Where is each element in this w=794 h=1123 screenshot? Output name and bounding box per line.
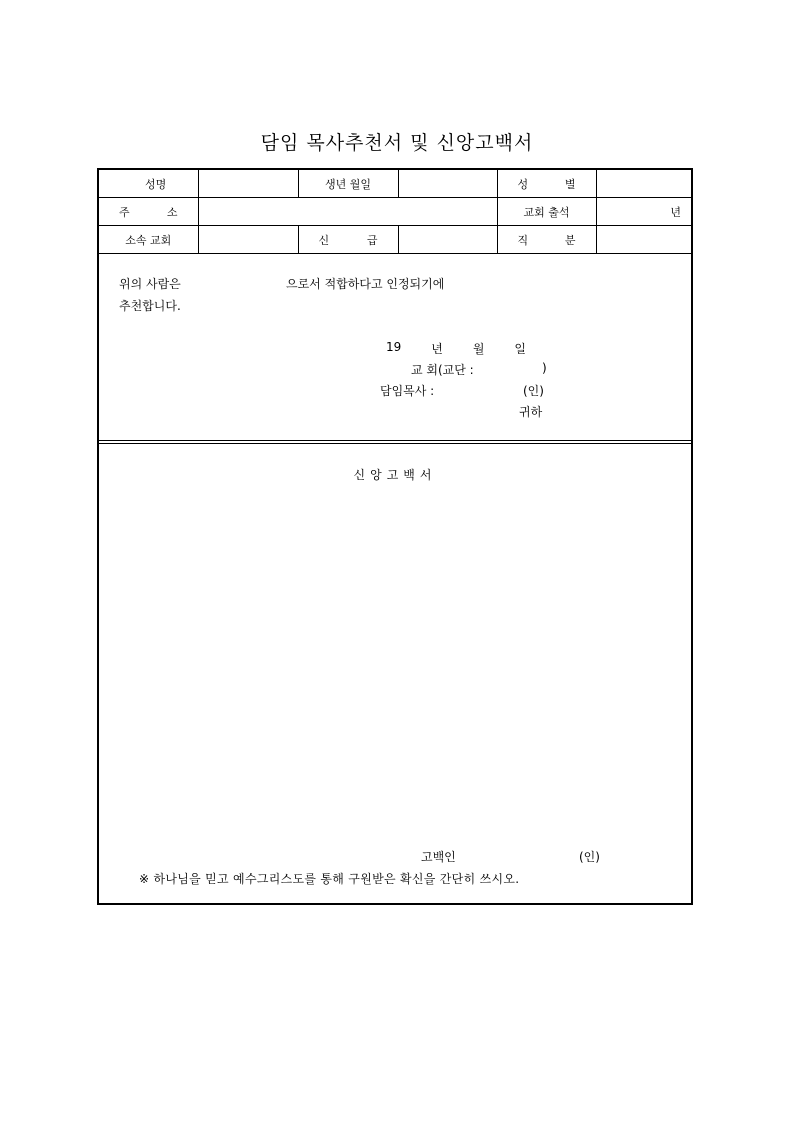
confessor-label: 고백인 xyxy=(421,850,456,864)
pastor-seal: (인) xyxy=(523,384,544,398)
recommendation-text-start: 위의 사람은 xyxy=(119,277,181,291)
gender-label: 성 별 xyxy=(497,170,596,198)
gender-field[interactable] xyxy=(596,170,691,198)
recommendation-section xyxy=(99,255,691,441)
birthdate-label: 생년 월일 xyxy=(298,170,398,198)
church-denomination: 교 회(교단 : xyxy=(411,363,474,377)
recommendation-text-line2: 추천합니다. xyxy=(119,299,181,313)
recommendation-date: 19 년 월 일 xyxy=(386,340,526,356)
confession-instruction: ※ 하나님을 믿고 예수그리스도를 통해 구원받은 확신을 간단히 쓰시오. xyxy=(139,872,520,886)
table-row xyxy=(99,170,691,198)
confession-title: 신앙고백서 xyxy=(353,468,437,482)
church-label: 소속 교회 xyxy=(99,226,198,254)
table-row xyxy=(99,226,691,254)
applicant-info-table xyxy=(99,170,691,254)
position-field[interactable] xyxy=(596,226,691,254)
rank-field[interactable] xyxy=(398,226,497,254)
church-field[interactable] xyxy=(198,226,298,254)
position-label: 직 분 xyxy=(497,226,596,254)
document-title: 담임 목사추천서 및 신앙고백서 xyxy=(260,132,534,154)
address-label: 주 소 xyxy=(99,198,198,226)
attendance-label: 교회 출석 xyxy=(497,198,596,226)
rank-label: 신 급 xyxy=(298,226,398,254)
attendance-field[interactable] xyxy=(596,198,691,226)
birthdate-field[interactable] xyxy=(398,170,497,198)
church-denomination-close: ) xyxy=(542,361,547,375)
recommendation-text-end: 으로서 적합하다고 인정되기에 xyxy=(286,277,445,291)
confessor-seal: (인) xyxy=(579,850,600,864)
address-field[interactable] xyxy=(198,198,497,226)
pastor-label: 담임목사 : xyxy=(380,384,435,398)
name-label: 성 명 xyxy=(99,170,198,198)
section-divider xyxy=(99,440,691,444)
attendance-unit: 년 xyxy=(670,205,681,219)
form-frame xyxy=(97,168,693,905)
addressee: 귀하 xyxy=(519,405,543,419)
name-field[interactable] xyxy=(198,170,298,198)
table-row xyxy=(99,198,691,226)
